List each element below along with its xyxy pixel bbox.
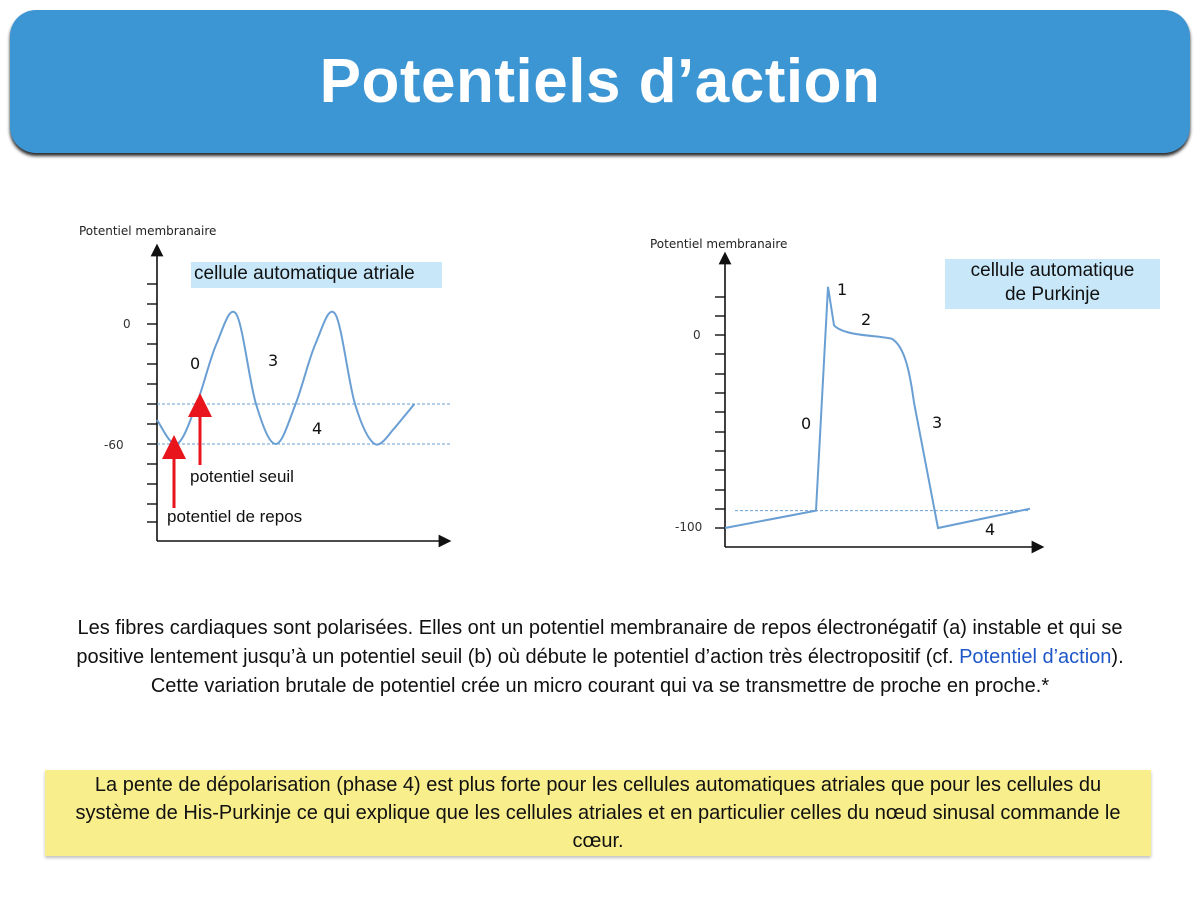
- purkinje-phase-1-label: 1: [837, 280, 848, 299]
- atrial-phase-3-label: 3: [268, 351, 279, 370]
- purkinje-phase-3-label: 3: [932, 413, 943, 432]
- note-text: La pente de dépolarisation (phase 4) est plus forte pour les cellules automatiques atriales que pour les cellules du système de His-Purkinje ce qui explique que les cellules atriales et en particulier celles du nœud sinusal commande le cœur.: [75, 774, 1121, 852]
- atrial-phase-0-label: 0: [190, 354, 201, 373]
- page-title: Potentiels d’action: [319, 47, 881, 116]
- threshold-annotation: potentiel seuil: [190, 467, 294, 486]
- highlight-note: [45, 770, 1151, 856]
- atrial-phase-4-label: 4: [312, 419, 323, 438]
- purkinje-y-ticks: [715, 297, 725, 528]
- purkinje-tick-label-0: 0: [693, 328, 701, 342]
- purkinje-cell-label: [945, 259, 1160, 309]
- action-potential-link[interactable]: Potentiel d’action: [959, 646, 1112, 668]
- paragraph-text-after: ). Cette variation brutale de potentiel crée un micro courant qui va se transmettre de proche en proche.*: [150, 646, 1124, 697]
- atrial-cell-label: cellule automatique atriale: [191, 262, 442, 288]
- purkinje-phase-0-label: 0: [801, 414, 812, 433]
- explanation-paragraph: [60, 614, 1140, 701]
- purkinje-tick-label-minus100: -100: [675, 520, 703, 534]
- rest-annotation: potentiel de repos: [167, 507, 303, 526]
- paragraph-text-before: Les fibres cardiaques sont polarisées. Elles ont un potentiel membranaire de repos électronégatif (a) instable et qui se positive lentement jusqu’à un potentiel seuil (b) où débute le potentiel d’action très électropositif (cf.: [76, 617, 1123, 668]
- atrial-tick-label-0: 0: [123, 317, 131, 331]
- purkinje-phase-2-label: 2: [861, 310, 872, 329]
- purkinje-phase-4-label: 4: [985, 520, 996, 539]
- purkinje-y-axis-title: Potentiel membranaire: [650, 237, 788, 251]
- atrial-tick-label-minus60: -60: [104, 438, 124, 452]
- purkinje-cell-label-text: cellule automatique de Purkinje: [970, 260, 1135, 305]
- purkinje-action-potential-curve: [725, 287, 1030, 528]
- atrial-y-axis-title: Potentiel membranaire: [79, 224, 217, 238]
